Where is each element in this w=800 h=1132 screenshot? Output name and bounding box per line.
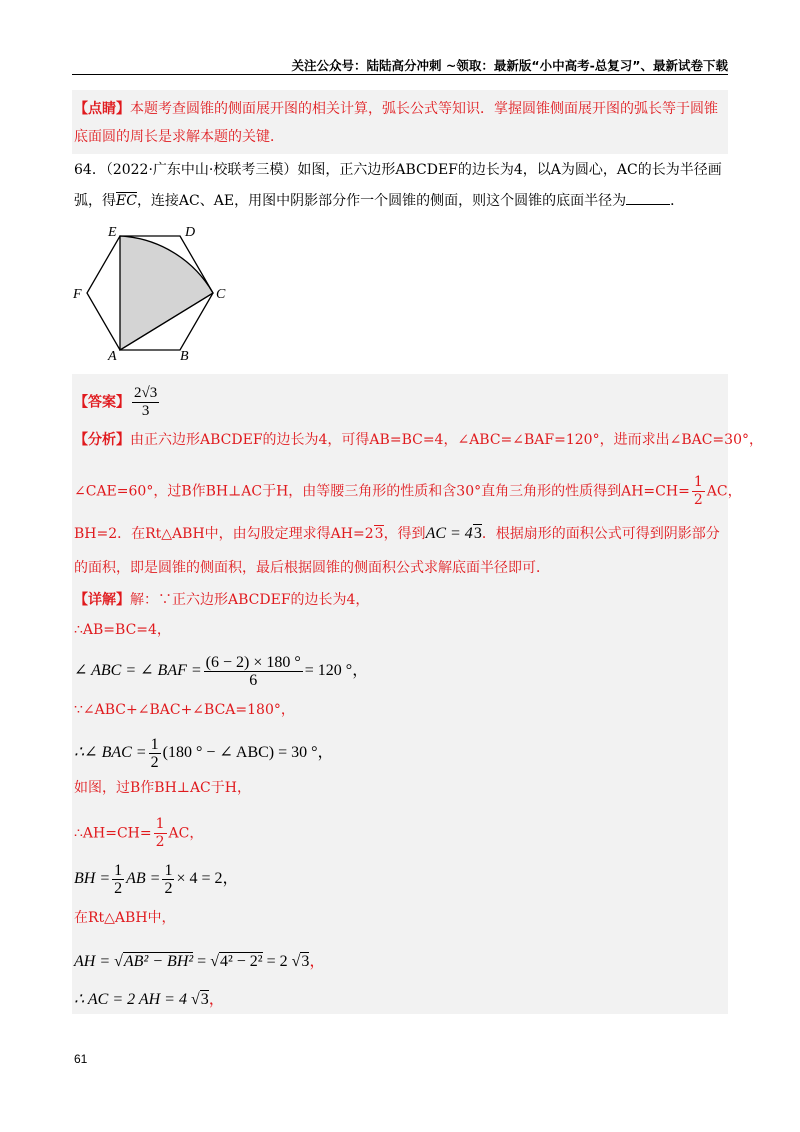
detail-line-6: 如图，过B作BH⊥AC于H， <box>74 780 251 796</box>
answer-fraction <box>132 385 159 420</box>
label-e: E <box>108 225 117 240</box>
shaded-sector-path <box>120 236 213 350</box>
analysis-frac-num: 1 <box>693 474 703 490</box>
analysis-line-2 <box>74 474 742 509</box>
detail-frac-8b-den: 2 <box>164 880 173 897</box>
detail-eq-10-a: AH = <box>74 953 111 970</box>
detail-eq-10-c: = 2 <box>266 953 288 970</box>
problem-text-1: （2022·广东中山·校联考三模）如图，正六边形ABCDEF的边长为4，以A为圆心，AC的长为半径画 <box>105 162 722 178</box>
detail-frac-7-den: 2 <box>155 834 165 850</box>
detail-sqrt-10a: AB² − BH² <box>123 953 194 970</box>
analysis-tag: 【分析】 <box>74 432 130 448</box>
label-a: A <box>108 349 117 364</box>
detail-frac-7-num: 1 <box>155 816 165 832</box>
analysis-fraction <box>692 474 705 509</box>
label-c: C <box>216 287 226 302</box>
label-b: B <box>180 349 189 364</box>
label-f: F <box>73 287 82 302</box>
detail-frac-5 <box>149 736 161 771</box>
problem-text-2a: 弧，得 <box>74 193 116 209</box>
hexagon-figure <box>70 220 240 365</box>
analysis-text-1: 由正六边形ABCDEF的边长为4，可得AB=BC=4，∠ABC=∠BAF=120°，进而求出∠BAC=30°， <box>130 432 763 448</box>
detail-eq-7-lhs: ∴AH=CH= <box>74 825 152 842</box>
review-tag: 【点睛】 <box>74 101 130 117</box>
detail-line-11: ∴ AC = 2 AH = 4 √3， <box>74 991 225 1008</box>
detail-line-4: ∵∠ABC+∠BAC+∠BCA=180°， <box>74 702 295 718</box>
detail-line-3 <box>74 654 726 689</box>
detail-eq-10-b: = <box>197 953 207 970</box>
detail-frac-8b-num: 1 <box>164 862 173 879</box>
detail-eq-5-rhs: (180 ° − ∠ ABC) = 30 °， <box>162 744 334 762</box>
detail-line-9: 在Rt△ABH中， <box>74 910 176 926</box>
detail-frac-8a-num: 1 <box>114 862 123 879</box>
detail-eq-3-lhs: ∠ ABC = ∠ BAF = <box>74 662 202 680</box>
detail-line-8 <box>74 862 726 897</box>
problem-number: 64． <box>74 162 106 178</box>
analysis-frac-den: 2 <box>693 492 703 508</box>
analysis-text-3c: ．根据扇形的面积公式可得到阴影部分 <box>481 526 720 542</box>
detail-eq-11-b: ， <box>208 991 225 1008</box>
analysis-text-2-end: AC， <box>706 483 742 500</box>
answer-blank <box>626 190 670 205</box>
review-line-1 <box>74 99 726 119</box>
analysis-text-3a: BH=2．在Rt△ABH中，由勾股定理求得AH=2 <box>74 526 374 542</box>
analysis-ac-eq: AC = 4 <box>425 525 473 542</box>
problem-text-2b: ，连接AC、AE，用图中阴影部分作一个圆锥的侧面，则这个圆锥的底面半径为 <box>136 193 627 209</box>
detail-eq-3-rhs: = 120 °， <box>304 662 369 680</box>
analysis-line-4: 的面积，即是圆锥的侧面积，最后根据圆锥的侧面积公式求解底面半径即可． <box>74 560 550 576</box>
answer-numerator: 2√3 <box>134 385 158 401</box>
detail-line-10: AH = √AB² − BH² = √4² − 2² = 2 √3， <box>74 953 326 970</box>
detail-frac-7 <box>154 816 167 851</box>
detail-eq-7-rhs: AC， <box>168 825 204 842</box>
review-text-1: 本题考查圆锥的侧面展开图的相关计算，弧长公式等知识．掌握圆锥侧面展开图的弧长等于圆锥 <box>130 101 718 117</box>
answer-line <box>74 385 726 420</box>
analysis-sqrt-1: 3 <box>374 526 384 542</box>
detail-eq-8-a: BH = <box>74 870 111 888</box>
review-line-2: 底面圆的周长是求解本题的关键． <box>74 129 284 145</box>
detail-frac-5-num: 1 <box>150 736 159 753</box>
detail-sqrt-10b: 4² − 2² <box>219 953 263 970</box>
problem-line-1 <box>74 160 726 180</box>
analysis-line-3 <box>74 524 726 544</box>
detail-line-7 <box>74 816 726 851</box>
detail-eq-10-d: ， <box>309 953 326 970</box>
detail-eq-8-c: × 4 = 2， <box>176 870 239 888</box>
problem-line-2 <box>74 190 726 211</box>
detail-eq-11-a: ∴ AC = 2 AH = 4 <box>74 991 187 1008</box>
detail-eq-5-lhs: ∴∠ BAC = <box>74 744 147 762</box>
detail-frac-5-den: 2 <box>150 754 159 771</box>
analysis-sqrt-2: 3 <box>473 525 482 542</box>
detail-eq-8-b: AB = <box>126 870 161 888</box>
page-header: 关注公众号：陆陆高分冲刺 ~领取：最新版“小中高考-总复习”、最新试卷下载 <box>291 58 728 73</box>
detail-tag: 【详解】 <box>74 592 130 608</box>
detail-frac-3 <box>204 654 303 689</box>
arc-label: EC <box>116 193 137 209</box>
header-rule <box>72 74 728 75</box>
analysis-text-2: ∠CAE=60°，过B作BH⊥AC于H，由等腰三角形的性质和含30°直角三角形的性质得到AH=CH= <box>74 483 690 500</box>
detail-sqrt-10c: 3 <box>301 953 310 970</box>
answer-denominator: 3 <box>141 403 150 419</box>
detail-frac-3-den: 6 <box>249 672 258 689</box>
detail-line-1 <box>74 590 726 610</box>
analysis-text-3b: ，得到 <box>383 526 426 542</box>
detail-text-1: 解：∵正六边形ABCDEF的边长为4， <box>130 592 370 608</box>
detail-line-5 <box>74 736 726 771</box>
answer-tag: 【答案】 <box>74 394 130 411</box>
page-number: 61 <box>74 1052 88 1066</box>
detail-frac-8a <box>112 862 124 897</box>
detail-sqrt-11: 3 <box>200 991 209 1008</box>
problem-text-2c: ． <box>670 193 685 209</box>
detail-line-2: ∴AB=BC=4， <box>74 622 171 638</box>
detail-frac-3-num: (6 − 2) × 180 ° <box>205 654 301 671</box>
analysis-line-1 <box>74 430 763 450</box>
detail-frac-8b <box>162 862 174 897</box>
detail-frac-8a-den: 2 <box>114 880 123 897</box>
label-d: D <box>185 225 196 240</box>
